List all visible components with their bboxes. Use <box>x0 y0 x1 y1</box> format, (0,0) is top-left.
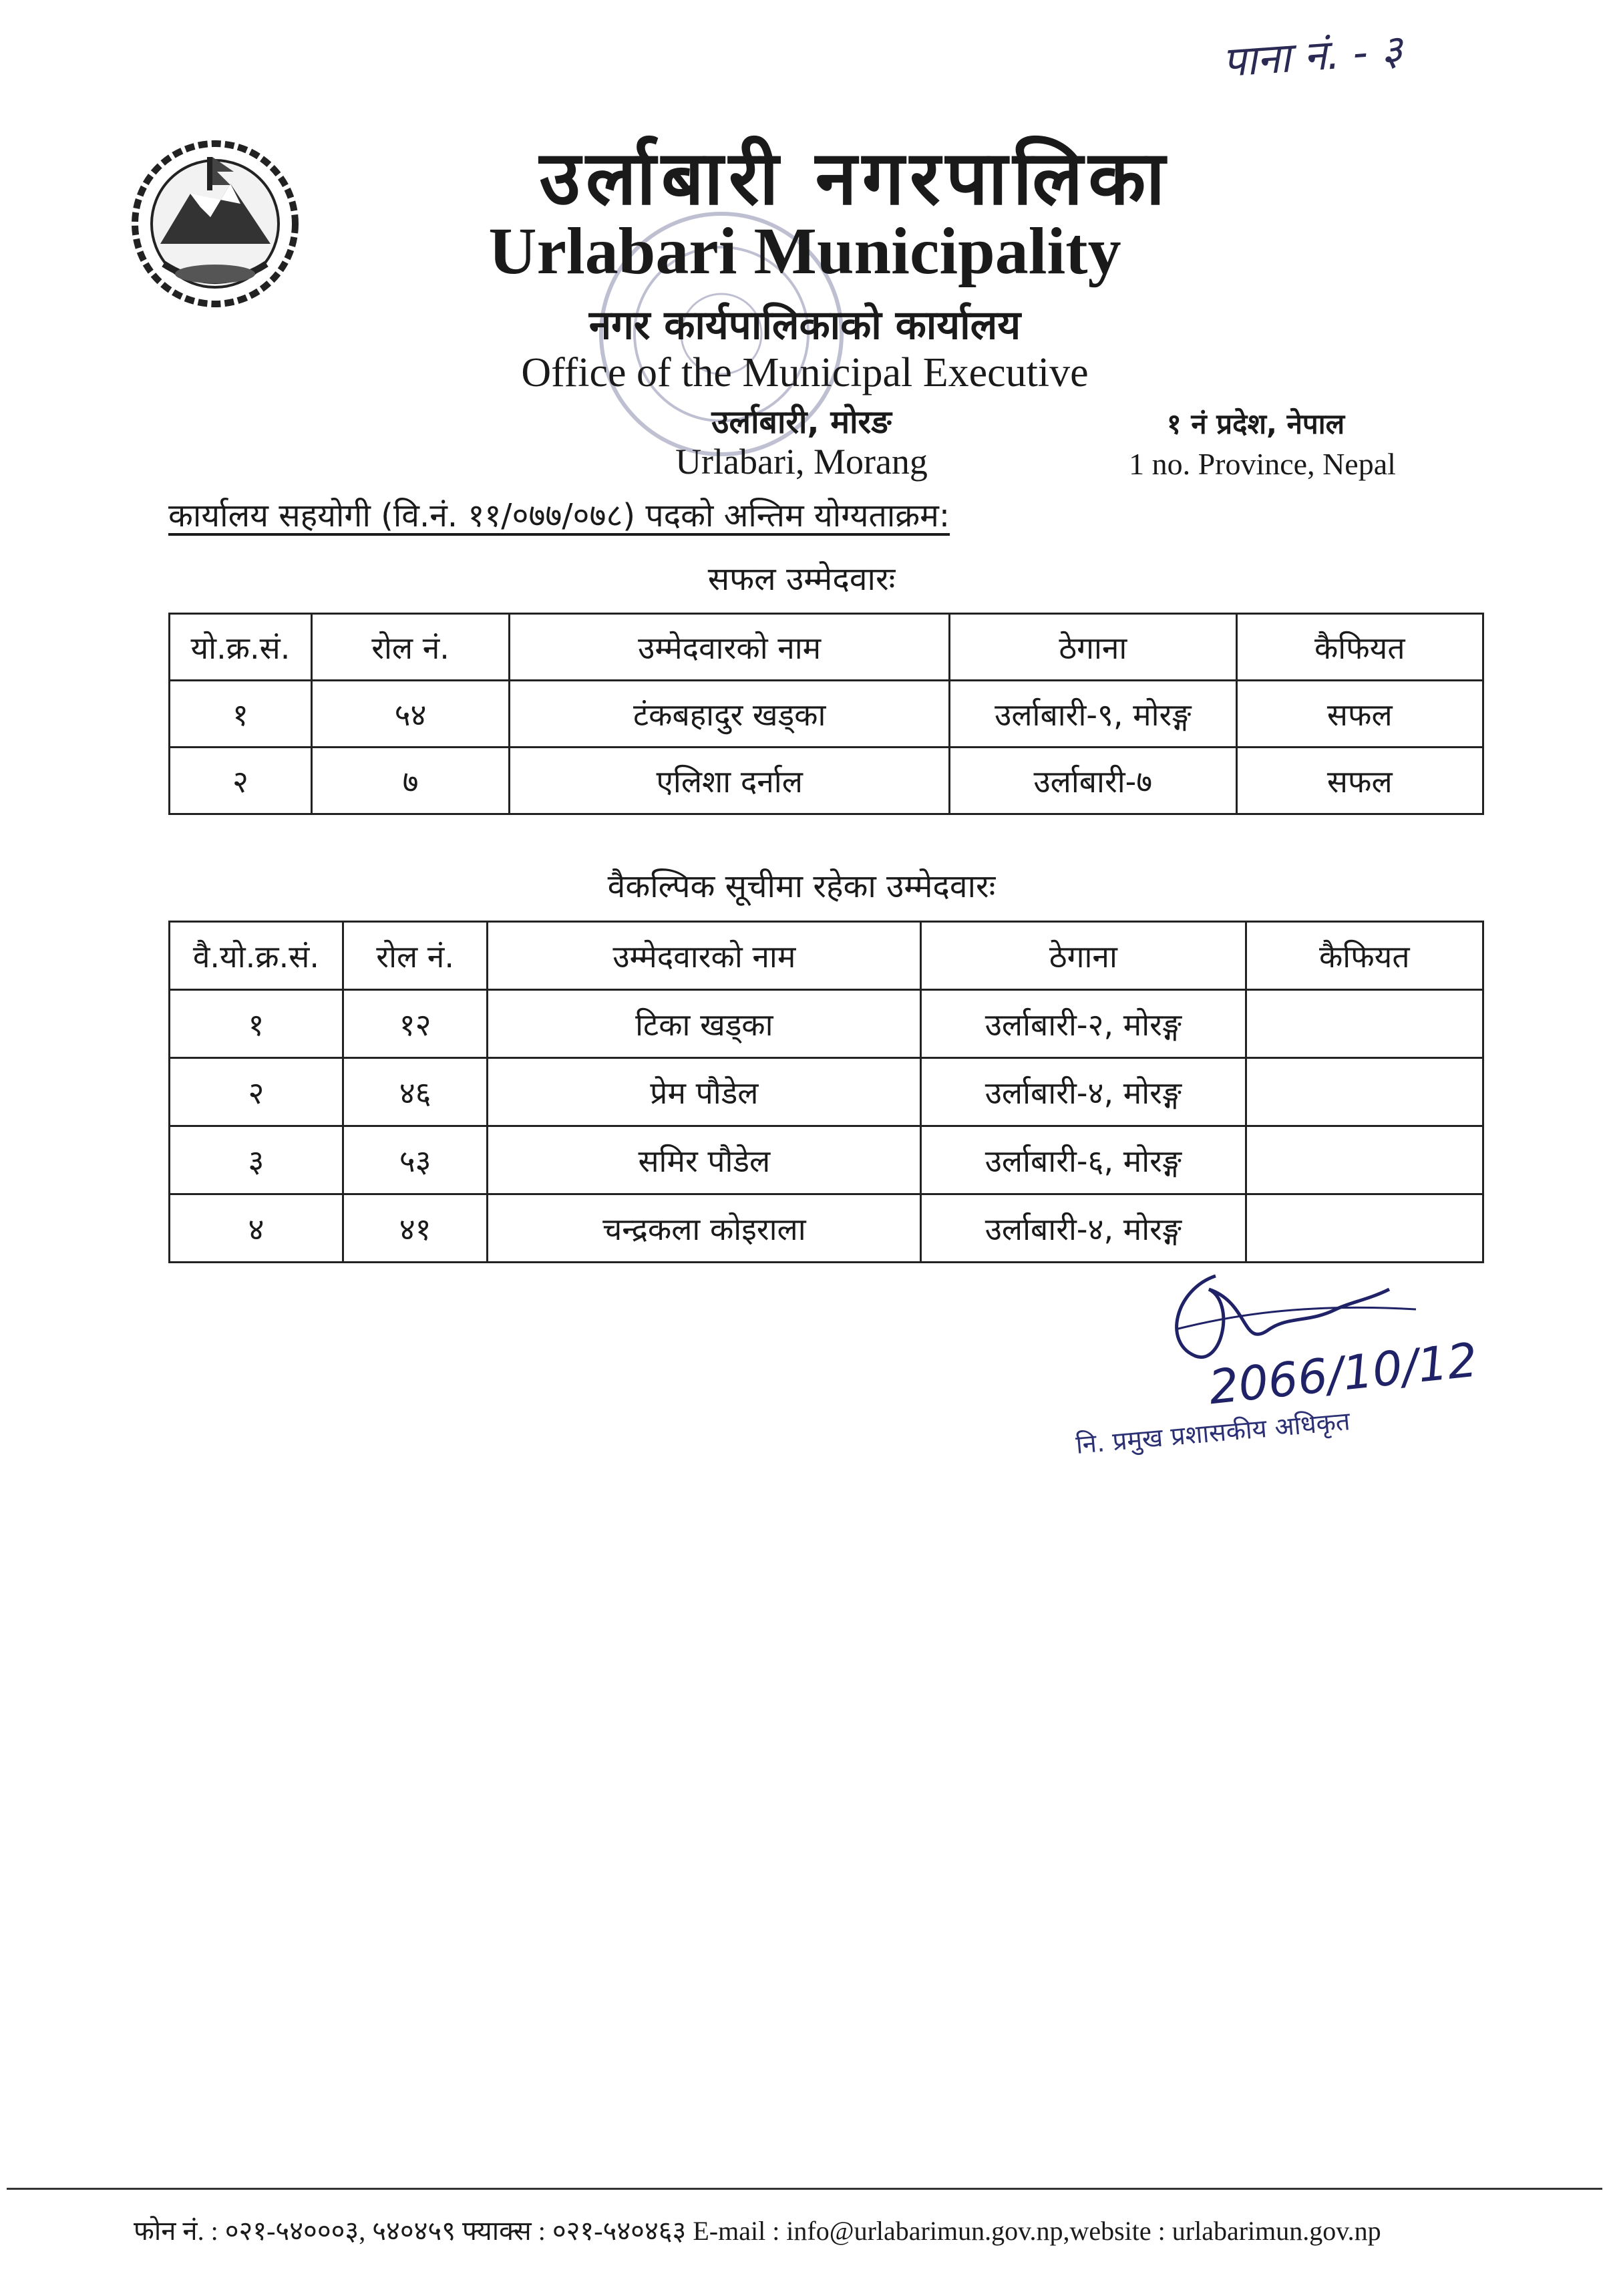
remarks-cell <box>1246 990 1483 1058</box>
roll-cell: १२ <box>343 990 488 1058</box>
signatory-title: नि. प्रमुख प्रशासकीय अधिकृत <box>1074 1406 1352 1460</box>
footer-contact: फोन नं. : ०२१-५४०००३, ५४०४५९ फ्याक्स : ०२१-५४०४६३ E-mail : info@urlabarimun.gov.np,website : urlabarimun.gov.np <box>134 2216 1381 2246</box>
address-cell: उर्लाबारी-४, मोरङ्ग <box>921 1194 1246 1263</box>
name-cell: समिर पौडेल <box>488 1126 921 1194</box>
municipality-title-ne: उर्लाबारी नगरपालिका <box>539 135 1171 222</box>
notice-heading: कार्यालय सहयोगी (वि.नं. ११/०७७/०७८) पदको अन्तिम योग्यताक्रम: <box>168 497 950 534</box>
name-cell: एलिशा दर्नाल <box>510 748 950 814</box>
serial-cell: २ <box>170 748 312 814</box>
table-row <box>170 1058 1483 1126</box>
address-ne: उर्लाबारी, मोरङ <box>711 403 892 441</box>
remarks-cell: सफल <box>1236 748 1483 814</box>
serial-cell: १ <box>170 681 312 748</box>
nepal-emblem-icon <box>124 130 307 314</box>
serial-cell: ४ <box>170 1194 343 1263</box>
signature-icon <box>1135 1263 1480 1416</box>
column-header: रोल नं. <box>311 614 509 681</box>
remarks-cell <box>1246 1126 1483 1194</box>
column-header: वै.यो.क्र.सं. <box>170 922 343 990</box>
table-row <box>170 1194 1483 1263</box>
column-header: उम्मेदवारको नाम <box>488 922 921 990</box>
name-cell: चन्द्रकला कोइराला <box>488 1194 921 1263</box>
remarks-cell: सफल <box>1236 681 1483 748</box>
serial-cell: १ <box>170 990 343 1058</box>
column-header: ठेगाना <box>921 922 1246 990</box>
roll-cell: ४१ <box>343 1194 488 1263</box>
name-cell: टंकबहादुर खड्का <box>510 681 950 748</box>
column-header: कैफियत <box>1236 614 1483 681</box>
remarks-cell <box>1246 1194 1483 1263</box>
office-name-en: Office of the Municipal Executive <box>521 350 1089 395</box>
column-header: यो.क्र.सं. <box>170 614 312 681</box>
address-cell: उर्लाबारी-२, मोरङ्ग <box>921 990 1246 1058</box>
serial-cell: ३ <box>170 1126 343 1194</box>
office-name-ne: नगर कार्यपालिकाको कार्यालय <box>588 302 1021 349</box>
serial-cell: २ <box>170 1058 343 1126</box>
successful-section-title: सफल उम्मेदवारः <box>707 560 896 598</box>
address-cell: उर्लाबारी-६, मोरङ्ग <box>921 1126 1246 1194</box>
alternate-section-title: वैकल्पिक सूचीमा रहेका उम्मेदवारः <box>607 868 996 905</box>
footer-divider <box>7 2188 1602 2190</box>
table-row <box>170 681 1483 748</box>
name-cell: टिका खड्का <box>488 990 921 1058</box>
table-header-row <box>170 614 1483 681</box>
table-row <box>170 748 1483 814</box>
municipality-title-en: Urlabari Municipality <box>488 214 1121 288</box>
successful-candidates-table <box>168 613 1484 815</box>
page-number-note: पाना नं. - ३ <box>1220 25 1404 87</box>
address-cell: उर्लाबारी-९, मोरङ्ग <box>950 681 1236 748</box>
address-cell: उर्लाबारी-४, मोरङ्ग <box>921 1058 1246 1126</box>
table-row <box>170 1126 1483 1194</box>
province-ne: १ नं प्रदेश, नेपाल <box>1166 407 1345 440</box>
alternate-candidates-table <box>168 921 1484 1263</box>
address-cell: उर्लाबारी-७ <box>950 748 1236 814</box>
province-en: 1 no. Province, Nepal <box>1129 447 1396 481</box>
roll-cell: ७ <box>311 748 509 814</box>
table-row <box>170 990 1483 1058</box>
column-header: रोल नं. <box>343 922 488 990</box>
roll-cell: ५३ <box>343 1126 488 1194</box>
column-header: कैफियत <box>1246 922 1483 990</box>
handwritten-date: 2066/10/12 <box>1206 1332 1480 1416</box>
name-cell: प्रेम पौडेल <box>488 1058 921 1126</box>
column-header: ठेगाना <box>950 614 1236 681</box>
roll-cell: ५४ <box>311 681 509 748</box>
remarks-cell <box>1246 1058 1483 1126</box>
table-header-row <box>170 922 1483 990</box>
address-en: Urlabari, Morang <box>675 442 928 482</box>
column-header: उम्मेदवारको नाम <box>510 614 950 681</box>
roll-cell: ४६ <box>343 1058 488 1126</box>
